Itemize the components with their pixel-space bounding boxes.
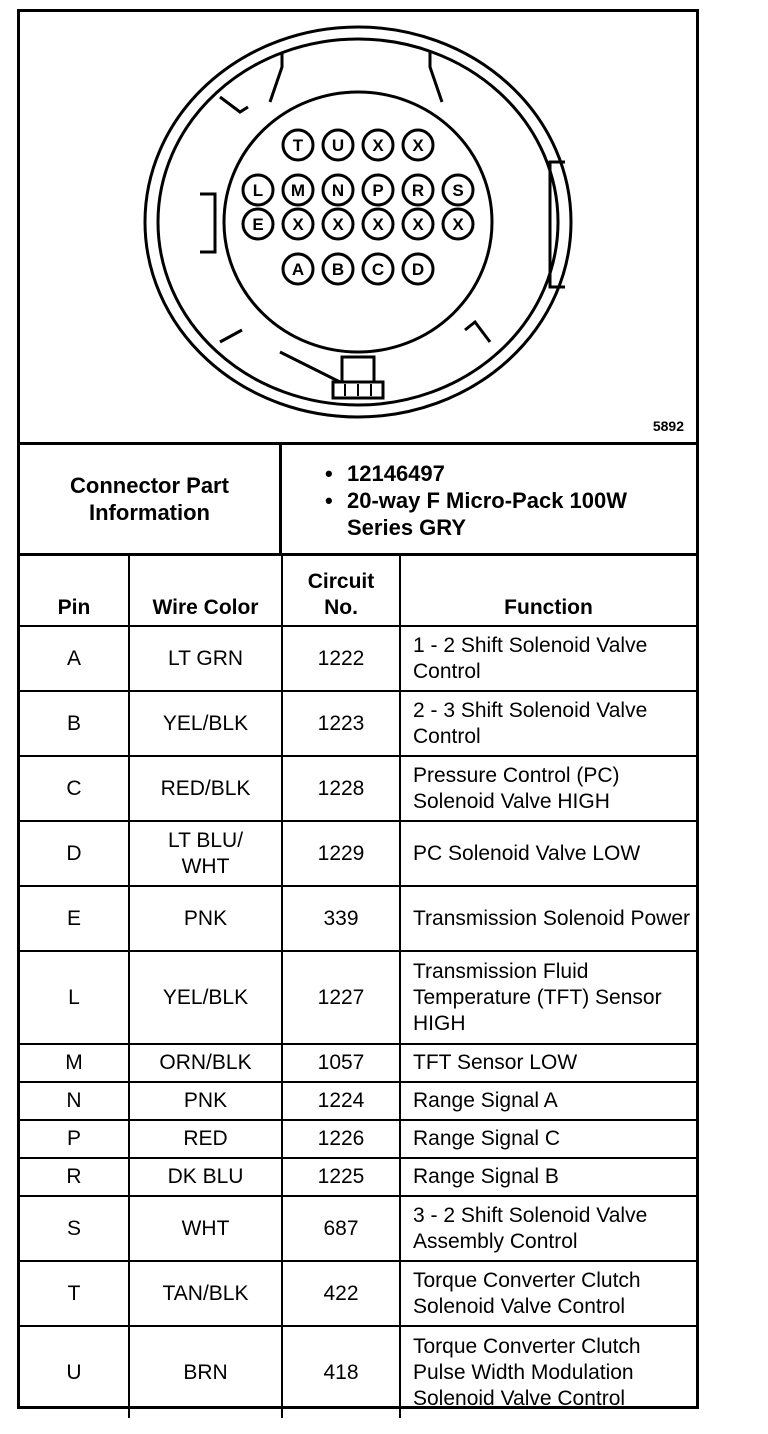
- table-row: [20, 756, 696, 821]
- table-row: [20, 626, 696, 691]
- pin-label: M: [290, 181, 306, 200]
- figure-number: 5892: [652, 418, 684, 434]
- connector-diagram: [20, 12, 696, 445]
- circuit-number-cell: 687: [282, 1196, 400, 1261]
- pin-m-cavity: [283, 175, 313, 205]
- circuit-number-cell: 339: [282, 886, 400, 951]
- pin-label: X: [412, 136, 424, 155]
- pin-label: L: [252, 181, 264, 200]
- pin-cell: L: [20, 951, 129, 1044]
- pin-label: S: [452, 181, 464, 200]
- connector-document: [17, 9, 699, 1409]
- bullet-icon: •: [325, 461, 333, 486]
- wire-color-header: Wire Color: [129, 556, 282, 626]
- function-cell: Torque Converter Clutch Pulse Width Modulation Solenoid Valve Control: [400, 1326, 696, 1418]
- lower-right-rib: [465, 322, 490, 342]
- table-row: [20, 951, 696, 1044]
- pin-label: U: [331, 136, 345, 155]
- table-row: [20, 1158, 696, 1196]
- circuit-number-cell: 1226: [282, 1120, 400, 1158]
- pin-c-cavity: [363, 254, 393, 284]
- wire-color-cell: PNK: [129, 886, 282, 951]
- pin-function-table: [20, 556, 696, 1418]
- table-row: [20, 886, 696, 951]
- pin-rows: [20, 626, 696, 1418]
- pin-cell: U: [20, 1326, 129, 1418]
- left-key: [200, 194, 215, 252]
- pin-cell: B: [20, 691, 129, 756]
- circuit-number-cell: 1057: [282, 1044, 400, 1082]
- pin-cell: T: [20, 1261, 129, 1326]
- circuit-header-line1: Circuit: [307, 570, 375, 593]
- pin-label: T: [292, 136, 304, 155]
- wire-color-cell: DK BLU: [129, 1158, 282, 1196]
- pin-x-cavity: [283, 209, 313, 239]
- pin-label: D: [411, 260, 425, 279]
- pin-label: X: [372, 215, 384, 234]
- wire-color-cell: YEL/BLK: [129, 691, 282, 756]
- top-right-rib: [430, 52, 442, 102]
- wire-color-cell: WHT: [129, 1196, 282, 1261]
- pin-a-cavity: [283, 254, 313, 284]
- pin-s-cavity: [443, 175, 473, 205]
- table-row: [20, 1261, 696, 1326]
- pin-label: A: [291, 260, 305, 279]
- pin-label: X: [372, 136, 384, 155]
- connector-inner-shell: [158, 39, 558, 405]
- table-row: [20, 1082, 696, 1120]
- pin-cell: M: [20, 1044, 129, 1082]
- pin-label: R: [411, 181, 425, 200]
- function-cell: Range Signal C: [400, 1120, 696, 1158]
- function-cell: Pressure Control (PC) Solenoid Valve HIGH: [400, 756, 696, 821]
- circuit-number-cell: 1225: [282, 1158, 400, 1196]
- part-number: 12146497: [347, 461, 445, 486]
- pin-x-cavity: [443, 209, 473, 239]
- pin-label: X: [292, 215, 304, 234]
- wire-color-cell: TAN/BLK: [129, 1261, 282, 1326]
- circuit-number-cell: 1229: [282, 821, 400, 886]
- connector-description-item: [285, 487, 696, 541]
- upper-left-rib: [220, 97, 248, 112]
- pin-x-cavity: [363, 130, 393, 160]
- function-cell: Transmission Solenoid Power: [400, 886, 696, 951]
- pin-u-cavity: [323, 130, 353, 160]
- bottom-left-rib: [280, 352, 340, 382]
- connector-description: 20-way F Micro-Pack 100W Series GRY: [347, 488, 628, 540]
- circuit-number-cell: 422: [282, 1261, 400, 1326]
- pin-header: Pin: [20, 556, 129, 626]
- pin-p-cavity: [363, 175, 393, 205]
- function-cell: Range Signal A: [400, 1082, 696, 1120]
- wire-color-cell: LT BLU/ WHT: [129, 821, 282, 886]
- pin-label: P: [372, 181, 384, 200]
- pin-label: B: [331, 260, 345, 279]
- table-row: [20, 1326, 696, 1418]
- pin-cell: D: [20, 821, 129, 886]
- pin-cell: A: [20, 626, 129, 691]
- function-cell: Torque Converter Clutch Solenoid Valve Control: [400, 1261, 696, 1326]
- function-cell: 2 - 3 Shift Solenoid Valve Control: [400, 691, 696, 756]
- table-row: [20, 1196, 696, 1261]
- pin-cell: S: [20, 1196, 129, 1261]
- table-row: [20, 1120, 696, 1158]
- pin-grid: [243, 130, 473, 284]
- wire-color-cell: RED/BLK: [129, 756, 282, 821]
- pin-label: X: [332, 215, 344, 234]
- bullet-icon: •: [325, 488, 333, 513]
- table-row: [20, 1044, 696, 1082]
- part-info-list: [285, 445, 696, 553]
- circuit-number-cell: 1228: [282, 756, 400, 821]
- part-number-item: [285, 460, 696, 487]
- circuit-header-line2: No.: [324, 596, 358, 619]
- table-header-row: [20, 556, 696, 626]
- function-cell: PC Solenoid Valve LOW: [400, 821, 696, 886]
- function-cell: 3 - 2 Shift Solenoid Valve Assembly Control: [400, 1196, 696, 1261]
- pin-d-cavity: [403, 254, 433, 284]
- connector-part-info: [20, 445, 696, 556]
- top-left-rib: [270, 52, 282, 102]
- pin-label: E: [252, 215, 264, 234]
- pin-b-cavity: [323, 254, 353, 284]
- pin-x-cavity: [363, 209, 393, 239]
- circuit-number-cell: 1227: [282, 951, 400, 1044]
- wire-color-cell: PNK: [129, 1082, 282, 1120]
- pin-cell: C: [20, 756, 129, 821]
- function-cell: Range Signal B: [400, 1158, 696, 1196]
- function-header: Function: [400, 556, 696, 626]
- wire-color-cell: YEL/BLK: [129, 951, 282, 1044]
- wire-color-cell: ORN/BLK: [129, 1044, 282, 1082]
- function-cell: Transmission Fluid Temperature (TFT) Sensor HIGH: [400, 951, 696, 1044]
- function-cell: 1 - 2 Shift Solenoid Valve Control: [400, 626, 696, 691]
- lower-left-rib: [220, 330, 242, 342]
- circuit-header: [282, 556, 400, 626]
- pin-cell: P: [20, 1120, 129, 1158]
- pin-cell: E: [20, 886, 129, 951]
- pin-n-cavity: [323, 175, 353, 205]
- pin-label: N: [331, 181, 345, 200]
- table-row: [20, 691, 696, 756]
- wire-color-cell: BRN: [129, 1326, 282, 1418]
- function-cell: TFT Sensor LOW: [400, 1044, 696, 1082]
- wire-color-cell: RED: [129, 1120, 282, 1158]
- pin-label: C: [371, 260, 385, 279]
- pin-label: X: [412, 215, 424, 234]
- part-info-label: Connector Part Information: [20, 445, 282, 553]
- circuit-number-cell: 418: [282, 1326, 400, 1418]
- connector-face-drawing: [20, 12, 696, 442]
- circuit-number-cell: 1224: [282, 1082, 400, 1120]
- pin-l-cavity: [243, 175, 273, 205]
- pin-t-cavity: [283, 130, 313, 160]
- wire-color-cell: LT GRN: [129, 626, 282, 691]
- circuit-number-cell: 1222: [282, 626, 400, 691]
- pin-r-cavity: [403, 175, 433, 205]
- pin-cell: R: [20, 1158, 129, 1196]
- pin-e-cavity: [243, 209, 273, 239]
- table-row: [20, 821, 696, 886]
- pin-cell: N: [20, 1082, 129, 1120]
- pin-x-cavity: [403, 209, 433, 239]
- circuit-number-cell: 1223: [282, 691, 400, 756]
- pin-x-cavity: [323, 209, 353, 239]
- pin-label: X: [452, 215, 464, 234]
- pin-x-cavity: [403, 130, 433, 160]
